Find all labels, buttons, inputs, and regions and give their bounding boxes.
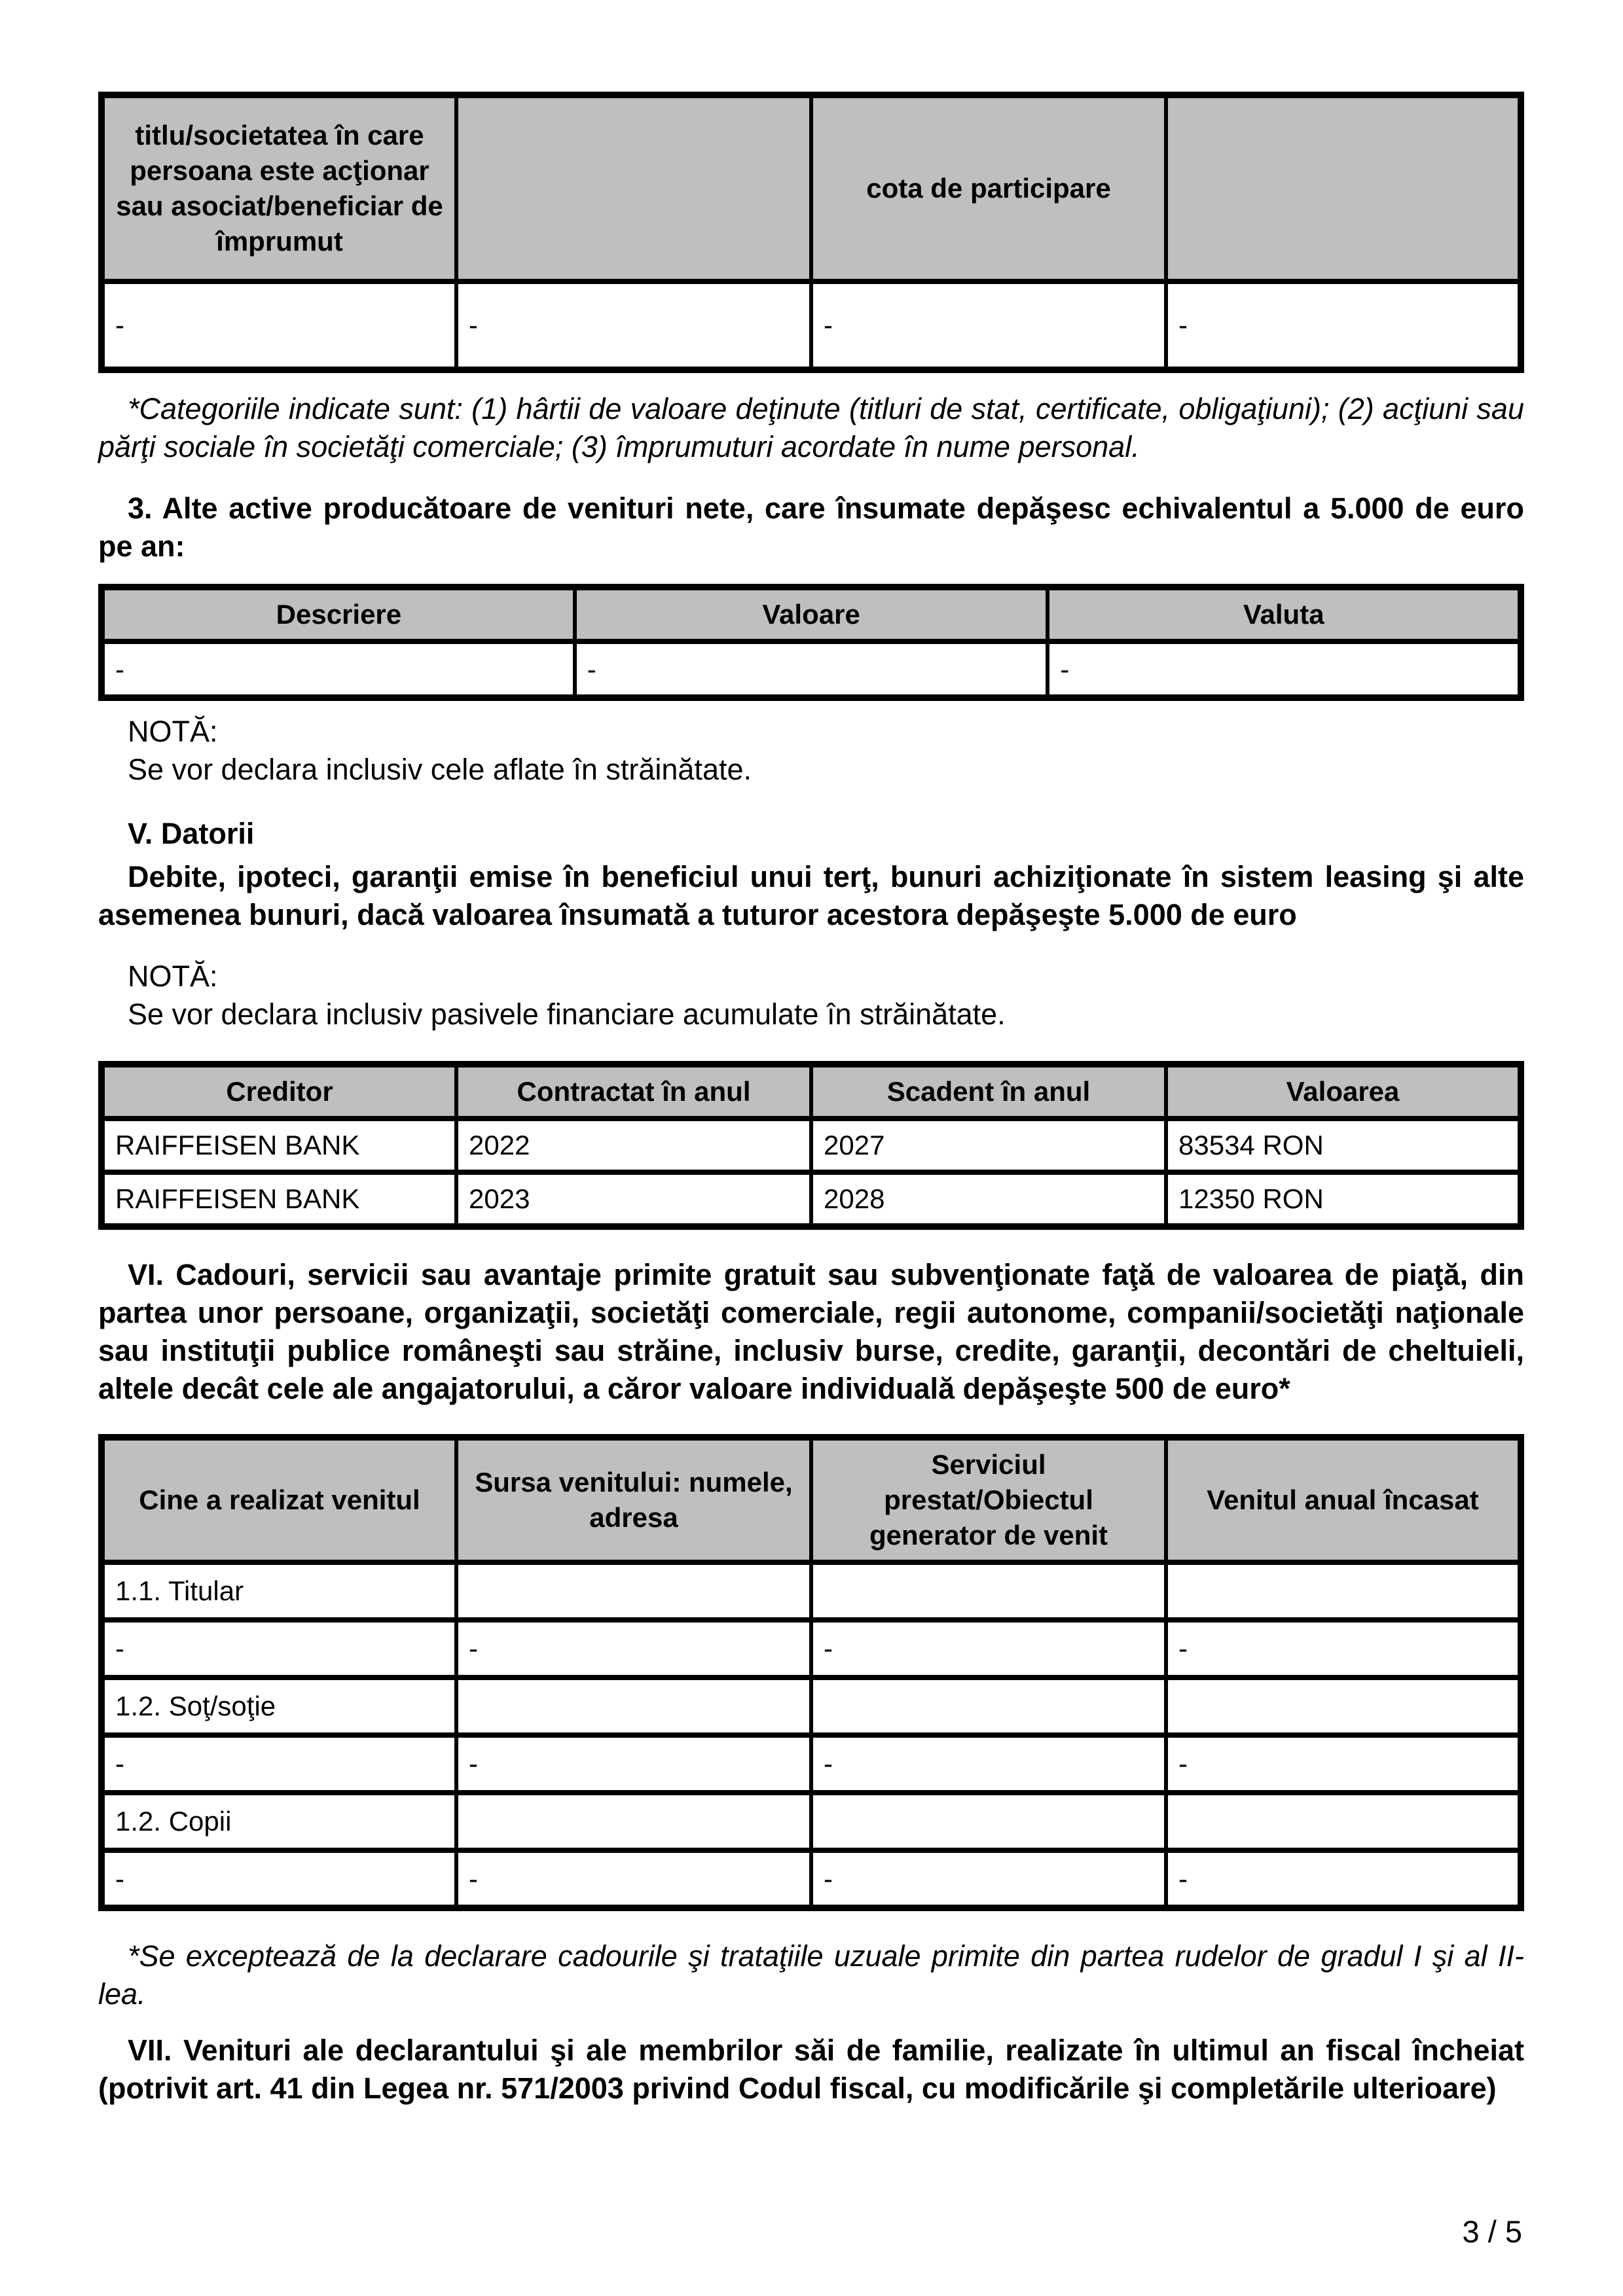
table-cell: -: [456, 1620, 811, 1677]
section-vii-heading: VII. Venituri ale declarantului şi ale membrilor săi de familie, realizate în ultimul an fiscal încheiat (potrivit art. 41 din Legea nr. 571/2003 privind Codul fiscal, cu modificările şi completările ulterioare): [98, 2034, 1524, 2105]
table-cell: [811, 1677, 1166, 1735]
column-header-amount: Valoarea: [1166, 1064, 1521, 1119]
table-cell: 1.2. Soţ/soţie: [101, 1677, 456, 1735]
table-cell: -: [811, 1850, 1166, 1908]
column-header-value: Valoare: [575, 587, 1048, 641]
table-row: [101, 1562, 1521, 1620]
column-header-annual-income: Venitul anual încasat: [1166, 1437, 1521, 1562]
table-cell: -: [456, 1735, 811, 1793]
column-header-blank-1: [456, 95, 811, 281]
shares-header-row: [101, 95, 1521, 281]
other-assets-table: [98, 584, 1524, 701]
table-cell: -: [456, 281, 811, 370]
table-cell: -: [575, 641, 1048, 698]
note-gifts-exception: *Se exceptează de la declarare cadourile şi trataţiile uzuale primite din partea rudelor de gradul I şi al II-lea.: [98, 1939, 1524, 2011]
table-cell: [456, 1562, 811, 1620]
table-cell: -: [101, 1620, 456, 1677]
nota-assets-text: Se vor declara inclusiv cele aflate în străinătate.: [128, 753, 752, 786]
table-row: [101, 1677, 1521, 1735]
table-cell: -: [456, 1850, 811, 1908]
table-cell: [456, 1793, 811, 1850]
table-cell: [811, 1562, 1166, 1620]
table-cell: -: [811, 1735, 1166, 1793]
table-cell: -: [1166, 1850, 1521, 1908]
table-cell: -: [1166, 281, 1521, 370]
table-cell: -: [1166, 1735, 1521, 1793]
table-cell: 2027: [811, 1119, 1166, 1172]
table-cell: -: [101, 641, 575, 698]
column-header-creditor: Creditor: [101, 1064, 456, 1119]
table-cell: [1166, 1793, 1521, 1850]
page-number: 3 / 5: [1462, 2214, 1522, 2249]
table-cell: 12350 RON: [1166, 1172, 1521, 1227]
table-row: [101, 1735, 1521, 1793]
nota-debts-text: Se vor declara inclusiv pasivele financiare acumulate în străinătate.: [128, 997, 1006, 1031]
column-header-contracted-year: Contractat în anul: [456, 1064, 811, 1119]
table-row: [101, 1620, 1521, 1677]
column-header-description: Descriere: [101, 587, 575, 641]
table-cell: [811, 1793, 1166, 1850]
section-v-title: V. Datorii: [128, 817, 255, 850]
table-cell: 2023: [456, 1172, 811, 1227]
table-cell: 1.2. Copii: [101, 1793, 456, 1850]
debts-header-row: [101, 1064, 1521, 1119]
table-cell: -: [101, 281, 456, 370]
table-row: [101, 1850, 1521, 1908]
debts-table: [98, 1061, 1524, 1230]
column-header-participation-share: cota de participare: [811, 95, 1166, 281]
section-vi-heading: VI. Cadouri, servicii sau avantaje primite gratuit sau subvenţionate faţă de valoarea de piaţă, din partea unor persoane, organizaţii, societăţi comerciale, regii autonome, companii/societăţi naţionale sau instituţii publice româneşti sau străine, inclusiv burse, credite, garanţii, decontări de cheltuieli, altele decât cele ale angajatorului, a căror valoare individuală depăşeşte 500 de euro*: [98, 1258, 1524, 1405]
column-header-service: Serviciul prestat/Obiectul generator de venit: [811, 1437, 1166, 1562]
column-header-title-company: titlu/societatea în care persoana este acţionar sau asociat/beneficiar de împrumut: [101, 95, 456, 281]
table-cell: [1166, 1562, 1521, 1620]
column-header-blank-2: [1166, 95, 1521, 281]
column-header-who-earned: Cine a realizat venitul: [101, 1437, 456, 1562]
table-row: [101, 1793, 1521, 1850]
table-cell: -: [101, 1735, 456, 1793]
column-header-income-source: Sursa venitului: numele, adresa: [456, 1437, 811, 1562]
shares-table: [98, 92, 1524, 373]
table-cell: 1.1. Titular: [101, 1562, 456, 1620]
table-cell: RAIFFEISEN BANK: [101, 1172, 456, 1227]
table-cell: 2028: [811, 1172, 1166, 1227]
gifts-header-row: [101, 1437, 1521, 1562]
column-header-currency: Valuta: [1048, 587, 1521, 641]
nota-label: NOTĂ:: [128, 960, 218, 993]
section-3-heading: 3. Alte active producătoare de venituri nete, care însumate depăşesc echivalentul a 5.000 de euro pe an:: [98, 492, 1524, 563]
table-cell: -: [1166, 1620, 1521, 1677]
nota-label: NOTĂ:: [128, 715, 218, 748]
gifts-table: [98, 1434, 1524, 1911]
table-cell: 2022: [456, 1119, 811, 1172]
table-cell: -: [811, 281, 1166, 370]
table-cell: RAIFFEISEN BANK: [101, 1119, 456, 1172]
table-cell: [456, 1677, 811, 1735]
table-row: [101, 281, 1521, 370]
note-categories: *Categoriile indicate sunt: (1) hârtii de valoare deţinute (titluri de stat, certificate, obligaţiuni); (2) acţiuni sau părţi sociale în societăţi comerciale; (3) împrumuturi acordate în nume personal.: [98, 392, 1524, 463]
table-cell: -: [811, 1620, 1166, 1677]
table-cell: [1166, 1677, 1521, 1735]
other-assets-header-row: [101, 587, 1521, 641]
column-header-due-year: Scadent în anul: [811, 1064, 1166, 1119]
section-v-body: Debite, ipoteci, garanţii emise în beneficiul unui terţ, bunuri achiziţionate în sistem leasing şi alte asemenea bunuri, dacă valoarea însumată a tuturor acestora depăşeşte 5.000 de euro: [98, 860, 1524, 931]
table-cell: 83534 RON: [1166, 1119, 1521, 1172]
table-row: [101, 1172, 1521, 1227]
table-cell: -: [101, 1850, 456, 1908]
table-cell: -: [1048, 641, 1521, 698]
table-row: [101, 1119, 1521, 1172]
table-row: [101, 641, 1521, 698]
